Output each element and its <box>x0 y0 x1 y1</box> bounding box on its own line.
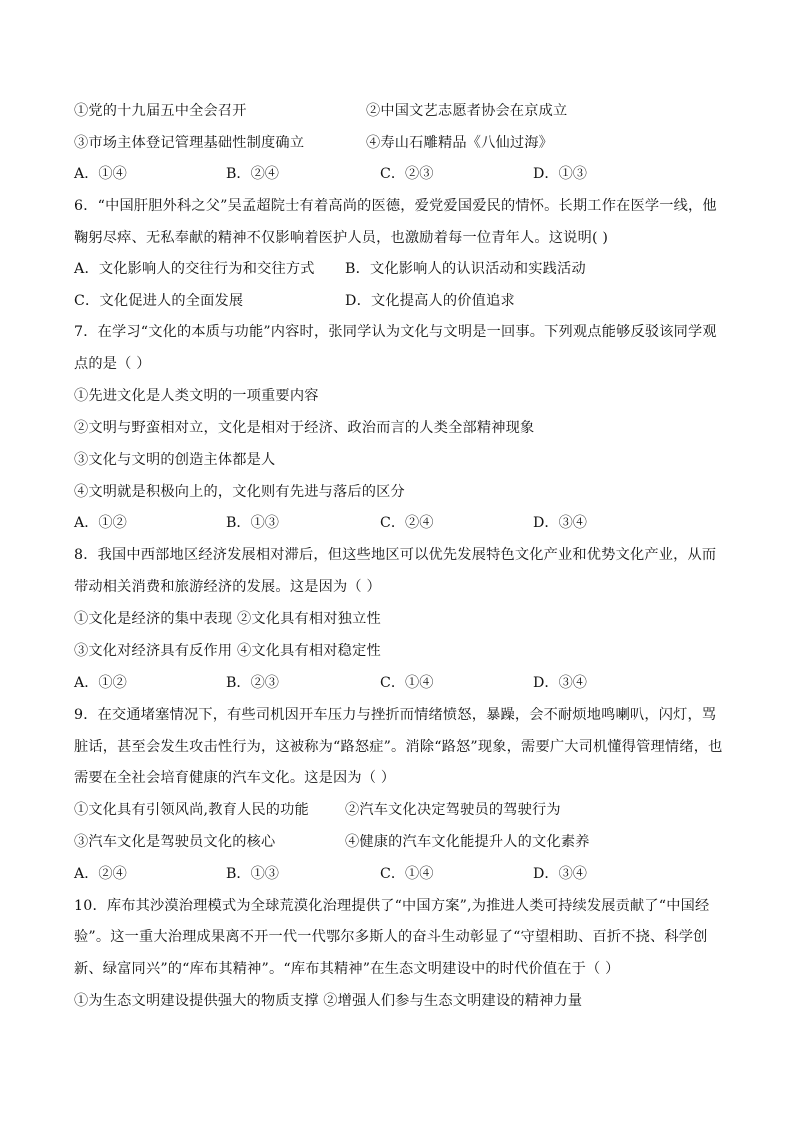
q8-stem-line-1: 8．我国中西部地区经济发展相对滞后，但这些地区可以优先发展特色文化产业和优势文化产业，从而 <box>74 547 717 563</box>
q6-stem-line-1: 6．“中国肝胆外科之父”吴孟超院士有着高尚的医德，爱党爱国爱民的情怀。长期工作在医学一线，他 <box>74 198 717 214</box>
q7-item-3: ③文化与文明的创造主体都是人 <box>74 452 276 468</box>
q8-items-line-1: ①文化是经济的集中表现 ②文化具有相对独立性 <box>74 611 381 627</box>
q8-stem-line-2: 带动相关消费和旅游经济的发展。这是因为（ ） <box>74 579 381 595</box>
q5-option-c: C．②③ <box>380 166 434 182</box>
q7-item-1: ①先进文化是人类文明的一项重要内容 <box>74 388 319 404</box>
q5-item-1: ①党的十九届五中全会召开 <box>74 103 247 119</box>
q6-option-c: C．文化促进人的全面发展 <box>74 293 244 309</box>
q8-option-d: D．③④ <box>533 675 587 691</box>
q9-stem-line-2: 脏话，甚至会发生攻击性行为，这被称为“路怒症”。消除“路怒”现象，需要广大司机懂得管理情绪，也 <box>74 739 723 755</box>
q7-option-b: B．①③ <box>226 515 279 531</box>
q5-item-3: ③市场主体登记管理基础性制度确立 <box>74 135 305 151</box>
q8-option-b: B．②③ <box>226 675 279 691</box>
q7-option-d: D．③④ <box>533 515 587 531</box>
q5-item-2: ②中国文艺志愿者协会在京成立 <box>366 103 568 119</box>
q8-option-a: A．①② <box>74 675 127 691</box>
q8-option-c: C．①④ <box>380 675 434 691</box>
q9-item-2: ②汽车文化决定驾驶员的驾驶行为 <box>345 802 561 818</box>
q5-option-a: A．①④ <box>74 166 127 182</box>
q7-option-c: C．②④ <box>380 515 434 531</box>
q10-stem-line-1: 10．库布其沙漠治理模式为全球荒漠化治理提供了“中国方案”,为推进人类可持续发展贡献了“中国经 <box>74 898 710 914</box>
q7-stem-line-2: 点的是（ ） <box>74 356 151 372</box>
q10-stem-line-3: 新、绿富同兴”的“库布其精神”。“库布其精神”在生态文明建设中的时代价值在于（ ） <box>74 961 620 977</box>
q9-option-c: C．①④ <box>380 866 434 882</box>
q7-item-2: ②文明与野蛮相对立，文化是相对于经济、政治而言的人类全部精神现象 <box>74 420 535 436</box>
q7-option-a: A．①② <box>74 515 127 531</box>
q9-option-d: D．③④ <box>533 866 587 882</box>
q10-items-line-1: ①为生态文明建设提供强大的物质支撑 ②增强人们参与生态文明建设的精神力量 <box>74 993 583 1009</box>
q6-stem-line-2: 鞠躬尽瘁、无私奉献的精神不仅影响着医护人员，也激励着每一位青年人。这说明( ) <box>74 230 609 246</box>
q9-option-b: B．①③ <box>226 866 279 882</box>
q8-items-line-2: ③文化对经济具有反作用 ④文化具有相对稳定性 <box>74 643 381 659</box>
q9-stem-line-3: 需要在全社会培育健康的汽车文化。这是因为（ ） <box>74 770 396 786</box>
q7-stem-line-1: 7．在学习“文化的本质与功能”内容时，张同学认为文化与文明是一回事。下列观点能够反驳该同学观 <box>74 324 717 340</box>
q5-option-d: D．①③ <box>533 166 587 182</box>
q5-option-b: B．②④ <box>226 166 279 182</box>
q6-option-a: A．文化影响人的交往行为和交往方式 <box>74 261 315 277</box>
q6-option-d: D．文化提高人的价值追求 <box>345 293 515 309</box>
q9-item-1: ①文化具有引领风尚,教育人民的功能 <box>74 802 309 818</box>
q10-stem-line-2: 验”。这一重大治理成果离不开一代一代鄂尔多斯人的奋斗生动彰显了“守望相助、百折不挠、科学创 <box>74 929 708 945</box>
q5-item-4: ④寿山石雕精品《八仙过海》 <box>366 135 554 151</box>
q9-item-4: ④健康的汽车文化能提升人的文化素养 <box>345 834 590 850</box>
q9-option-a: A．②④ <box>74 866 127 882</box>
q9-item-3: ③汽车文化是驾驶员文化的核心 <box>74 834 276 850</box>
q6-option-b: B．文化影响人的认识活动和实践活动 <box>345 261 586 277</box>
q9-stem-line-1: 9．在交通堵塞情况下，有些司机因开车压力与挫折而情绪愤怒，暴躁，会不耐烦地鸣喇叭，闪灯，骂 <box>74 707 717 723</box>
q7-item-4: ④文明就是积极向上的，文化则有先进与落后的区分 <box>74 484 405 500</box>
